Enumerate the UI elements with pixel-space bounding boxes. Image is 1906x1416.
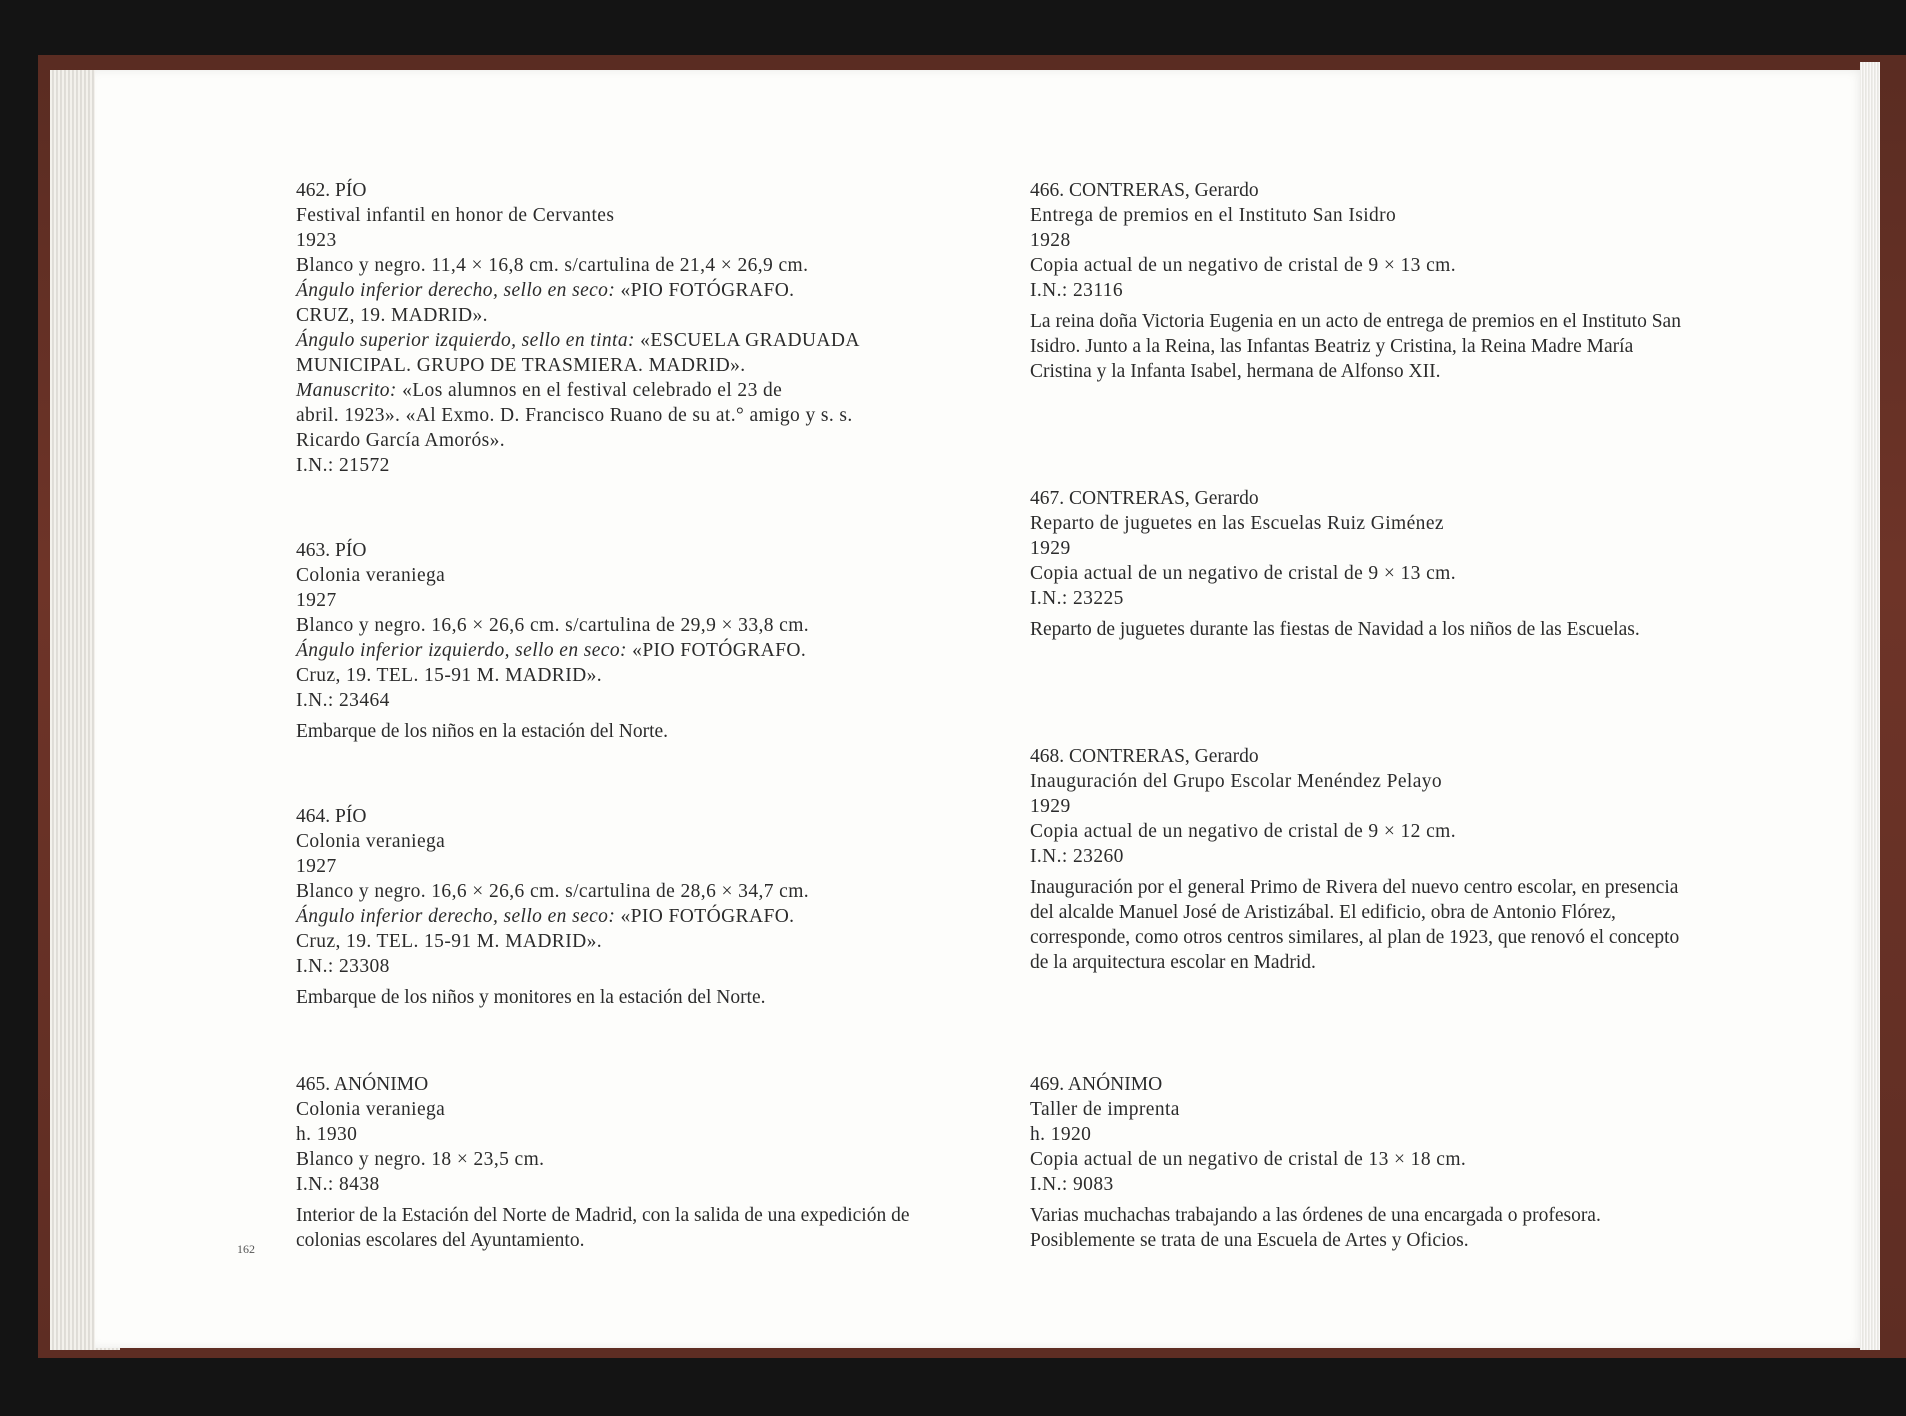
entry-note: Ángulo superior izquierdo, sello en tinta: «ESCUELA GRADUADA — [296, 330, 860, 351]
entry-note: Ángulo inferior derecho, sello en seco: «PIO FOTÓGRAFO. — [296, 280, 795, 301]
catalog-entry-469 — [1030, 1072, 1730, 1253]
entry-heading: 465. ANÓNIMO — [296, 1074, 429, 1095]
entry-date: 1927 — [296, 856, 337, 877]
entry-description: Reparto de juguetes durante las fiestas de Navidad a los niños de las Escuelas. — [1030, 619, 1640, 640]
entry-format: Copia actual de un negativo de cristal de 9 × 12 cm. — [1030, 821, 1457, 842]
entry-format: Copia actual de un negativo de cristal de 13 × 18 cm. — [1030, 1149, 1467, 1170]
entry-description: Interior de la Estación del Norte de Madrid, con la salida de una expedición de colonias escolares del Ayuntamiento. — [296, 1205, 910, 1251]
catalog-entry-466 — [1030, 178, 1730, 384]
entry-inventory: I.N.: 23308 — [296, 956, 390, 977]
catalog-entry-467 — [1030, 486, 1730, 642]
entry-heading: 462. PÍO — [296, 180, 367, 201]
entry-inventory: I.N.: 23260 — [1030, 846, 1124, 867]
entry-format: Blanco y negro. 11,4 × 16,8 cm. s/cartulina de 21,4 × 26,9 cm. — [296, 255, 809, 276]
entry-format: Blanco y negro. 18 × 23,5 cm. — [296, 1149, 545, 1170]
entry-format: Copia actual de un negativo de cristal de 9 × 13 cm. — [1030, 563, 1457, 584]
entry-inventory: I.N.: 23225 — [1030, 588, 1124, 609]
entry-note-label: Manuscrito: — [296, 380, 397, 401]
entry-title: Reparto de juguetes en las Escuelas Ruiz Giménez — [1030, 513, 1444, 534]
catalog-entry-464 — [296, 804, 996, 1010]
entry-note: Ángulo inferior derecho, sello en seco: «PIO FOTÓGRAFO. — [296, 906, 795, 927]
entry-inventory: I.N.: 9083 — [1030, 1174, 1114, 1195]
entry-note-label: Ángulo inferior derecho, sello en seco: — [296, 280, 616, 301]
entry-note-label: Ángulo superior izquierdo, sello en tinta: — [296, 330, 635, 351]
catalog-entry-468 — [1030, 744, 1730, 975]
entry-inventory: I.N.: 8438 — [296, 1174, 380, 1195]
catalog-entry-465 — [296, 1072, 996, 1253]
entry-title: Taller de imprenta — [1030, 1099, 1180, 1120]
entry-description: La reina doña Victoria Eugenia en un acto de entrega de premios en el Instituto San Isidro. Junto a la Reina, las Infantas Beatriz y Cristina, la Reina Madre María Cristina y la Infanta Isabel, hermana de Alfonso XII. — [1030, 311, 1681, 382]
entry-note: Manuscrito: «Los alumnos en el festival celebrado el 23 de — [296, 380, 783, 401]
entry-title: Inauguración del Grupo Escolar Menéndez Pelayo — [1030, 771, 1443, 792]
entry-date: 1923 — [296, 230, 337, 251]
entry-note: Cruz, 19. TEL. 15-91 M. MADRID». — [296, 931, 603, 952]
entry-note: Ángulo inferior izquierdo, sello en seco: «PIO FOTÓGRAFO. — [296, 640, 807, 661]
entry-format: Blanco y negro. 16,6 × 26,6 cm. s/cartulina de 29,9 × 33,8 cm. — [296, 615, 810, 636]
entry-description: Embarque de los niños y monitores en la estación del Norte. — [296, 987, 766, 1008]
catalog-entry-463 — [296, 538, 996, 744]
entry-inventory: I.N.: 21572 — [296, 455, 390, 476]
page-number: 162 — [237, 1242, 255, 1256]
entry-inventory: I.N.: 23116 — [1030, 280, 1124, 301]
entry-heading: 466. CONTRERAS, Gerardo — [1030, 180, 1259, 201]
entry-date: 1928 — [1030, 230, 1071, 251]
entry-title: Entrega de premios en el Instituto San Isidro — [1030, 205, 1397, 226]
entry-title: Colonia veraniega — [296, 831, 446, 852]
entry-title: Colonia veraniega — [296, 1099, 446, 1120]
entry-heading: 463. PÍO — [296, 540, 367, 561]
entry-description: Inauguración por el general Primo de Rivera del nuevo centro escolar, en presencia del alcalde Manuel José de Aristizábal. El edificio, obra de Antonio Flórez, corresponde, como otros centros similares, al plan de 1923, que renovó el concepto de la arquitectura escolar en Madrid. — [1030, 877, 1680, 973]
page-stack-right-edge — [1860, 62, 1880, 1350]
entry-date: h. 1930 — [296, 1124, 358, 1145]
entry-heading: 469. ANÓNIMO — [1030, 1074, 1163, 1095]
entry-heading: 464. PÍO — [296, 806, 367, 827]
entry-description: Embarque de los niños en la estación del Norte. — [296, 721, 669, 742]
entry-inventory: I.N.: 23464 — [296, 690, 390, 711]
entry-heading: 467. CONTRERAS, Gerardo — [1030, 488, 1259, 509]
catalog-entry-462 — [296, 178, 996, 478]
entry-heading: 468. CONTRERAS, Gerardo — [1030, 746, 1259, 767]
entry-note-label: Ángulo inferior izquierdo, sello en seco: — [296, 640, 627, 661]
entry-date: 1929 — [1030, 538, 1071, 559]
entry-date: 1927 — [296, 590, 337, 611]
entry-description: Varias muchachas trabajando a las órdenes de una encargada o profesora. Posiblemente se trata de una Escuela de Artes y Oficios. — [1030, 1205, 1601, 1251]
entry-title: Festival infantil en honor de Cervantes — [296, 205, 615, 226]
entry-date: h. 1920 — [1030, 1124, 1092, 1145]
entry-format: Copia actual de un negativo de cristal de 9 × 13 cm. — [1030, 255, 1457, 276]
entry-title: Colonia veraniega — [296, 565, 446, 586]
entry-note: Cruz, 19. TEL. 15-91 M. MADRID». — [296, 665, 603, 686]
entry-note: Ricardo García Amorós». — [296, 430, 506, 451]
entry-format: Blanco y negro. 16,6 × 26,6 cm. s/cartulina de 28,6 × 34,7 cm. — [296, 881, 810, 902]
entry-note: CRUZ, 19. MADRID». — [296, 305, 488, 326]
entry-note-label: Ángulo inferior derecho, sello en seco: — [296, 906, 616, 927]
entry-note: abril. 1923». «Al Exmo. D. Francisco Ruano de su at.° amigo y s. s. — [296, 405, 853, 426]
entry-note: MUNICIPAL. GRUPO DE TRASMIERA. MADRID». — [296, 355, 746, 376]
entry-date: 1929 — [1030, 796, 1071, 817]
